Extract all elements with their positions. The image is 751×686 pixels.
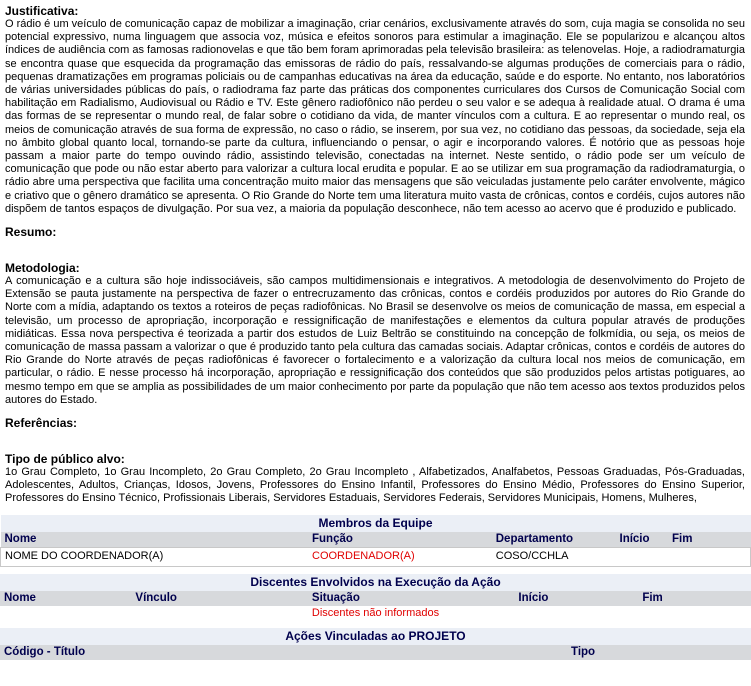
section-resumo (5, 225, 745, 252)
metodologia-heading: Metodologia: (5, 261, 80, 276)
team-col-funcao: Função (308, 532, 492, 548)
linked-actions-table-title: Ações Vinculadas ao PROJETO (0, 628, 751, 645)
team-col-fim: Fim (668, 532, 751, 548)
section-metodologia (5, 261, 745, 407)
linked-actions-table (0, 628, 751, 660)
team-member-row (1, 547, 751, 566)
section-referencias (5, 416, 745, 443)
resumo-body (5, 239, 745, 252)
referencias-heading: Referências: (5, 416, 78, 431)
team-col-nome: Nome (1, 532, 309, 548)
students-col-inicio: Início (514, 591, 638, 606)
team-cell-inicio (616, 547, 669, 566)
referencias-body (5, 430, 745, 443)
section-justificativa (5, 4, 745, 216)
students-empty-message: Discentes não informados (0, 606, 751, 621)
team-cell-departamento: COSO/CCHLA (492, 547, 616, 566)
team-cell-funcao: COORDENADOR(A) (308, 547, 492, 566)
students-col-nome: Nome (0, 591, 131, 606)
publico-alvo-body: 1o Grau Completo, 1o Grau Incompleto, 2o Grau Completo, 2o Grau Incompleto , Alfabetizados, Analfabetos, Pessoas Graduadas, Pós-Graduadas, Adolescentes, Adultos, Crianças, Idosos, Jovens, Professores do Ensino Infantil, Professores do Ensino Médio, Professores do Ensino Superior, Professores do Ensino Técnico, Profissionais Liberais, Servidores Estaduais, Servidores Federais, Servidores Municipais, Homens, Mulheres, (5, 466, 745, 505)
metodologia-body: A comunicação e a cultura são hoje indissociáveis, são campos multidimensionais e integrativos. A metodologia de desenvolvimento do Projeto de Extensão se pauta justamente na perspectiva de fazer o entrecruzamento das crônicas, contos e cordéis produzidos por autores do Rio Grande do Norte com a mídia, adaptando os textos a roteiros de peças radiofônicas. No Brasil se desenvolve os meios de comunicação de massa, em especial a televisão, um processo de apropriação, incorporação e ressignificação de manifestações e elementos da cultura popular através de produções midiáticas. Essa nova perspectiva é teorizada a partir dos estudos de Luiz Beltrão se constituindo na concepção de folkmídia, ou seja, os meios de comunicação de massa passam a valorizar o que é produzido tanto pela cultura das camadas sociais. Adaptar crônicas, contos e cordéis de autores do Rio Grande do Norte através de peças radiofônicas é favorecer o fortalecimento e a valorização da cultura local nos meios de comunicação, em particular, o rádio. E nesse processo há incorporação, apropriação e ressignificação dos conteúdos que são produzidos pelos artistas potiguares, ao mesmo tempo em que se amplia as possibilidades de um maior conhecimento por parte da população que não tem acesso aos textos produzidos pelos autores do Estado. (5, 275, 745, 406)
students-table-title: Discentes Envolvidos na Execução da Ação (0, 574, 751, 591)
resumo-heading: Resumo: (5, 225, 57, 240)
actions-col-tipo: Tipo (567, 645, 751, 660)
students-empty-row (0, 606, 751, 621)
justificativa-heading: Justificativa: (5, 4, 79, 18)
team-cell-fim (668, 547, 751, 566)
students-col-fim: Fim (638, 591, 751, 606)
justificativa-body: O rádio é um veículo de comunicação capaz de mobilizar a imaginação, criar cenários, exclusivamente através do som, cuja magia se consolida no seu potencial expressivo, numa linguagem que associa voz, música e efeitos sonoros para estimular a imaginação. Ele se popularizou e alcançou altos índices de audiência com as famosas radionovelas e que tão bem foram aprimoradas pela televisão brasileira: as telenovelas. Hoje, a radiodramaturgia se encontra quase que esquecida da programação das emissoras de rádio do país, ressalvando-se algumas produções de comerciais para o rádio, pequenas dramatizações em programas policiais ou de campanhas educativas na área da educação, saúde e do esporte. No entanto, nos laboratórios de várias universidades públicas do país, o radiodrama faz parte das práticas dos componentes curriculares dos Cursos de Comunicação Social com habilitação em Radialismo, Audiovisual ou Rádio e TV. Este gênero radiofônico não perdeu o seu valor e se adequa à realidade atual. O drama é uma das formas de se representar o mundo real, de falar sobre o cotidiano da vida, de manter vínculos com a cultura. E ao representar o mundo real, os meios de comunicação através de sua forma de expressão, no caso o rádio, se inserem, por sua vez, no cotidiano das pessoas, da sociedade, seja ela no âmbito global quanto local, tornando-se parte da cultura, influenciando o pensar, o agir e incorporando valores. É notório que as pessoas hoje passam a maior parte do tempo ouvindo rádio, assistindo televisão, conectadas na internet. Neste sentido, o rádio pode ser um veículo de comunicação que pode ou não estar aberto para valorizar a cultura local erudita e popular. E ao se utilizar em sua programação da radiodramaturgia, o rádio abre uma perspectiva que facilita uma concentração muito maior das mensagens que são veiculadas justamente pelo caráter envolvente, mágico e criativo que o gênero dramático se apresenta. O Rio Grande do Norte tem uma literatura muito vasta de crônicas, contos e cordéis, cujos autores não dispõem de tantos espaços de divulgação. Por sua vez, a maioria da população desconhece, não tem acesso ao acervo que é produzido e publicado. (5, 18, 745, 215)
team-table-title: Membros da Equipe (1, 515, 751, 532)
students-col-vinculo: Vínculo (131, 591, 307, 606)
team-cell-nome: NOME DO COORDENADOR(A) (1, 547, 309, 566)
team-members-table (0, 515, 751, 567)
students-table (0, 574, 751, 621)
actions-col-codigo-titulo: Código - Título (0, 645, 567, 660)
section-publico-alvo (5, 452, 745, 506)
publico-alvo-heading: Tipo de público alvo: (5, 452, 125, 467)
students-col-situacao: Situação (308, 591, 515, 606)
team-col-inicio: Início (616, 532, 669, 548)
team-col-departamento: Departamento (492, 532, 616, 548)
